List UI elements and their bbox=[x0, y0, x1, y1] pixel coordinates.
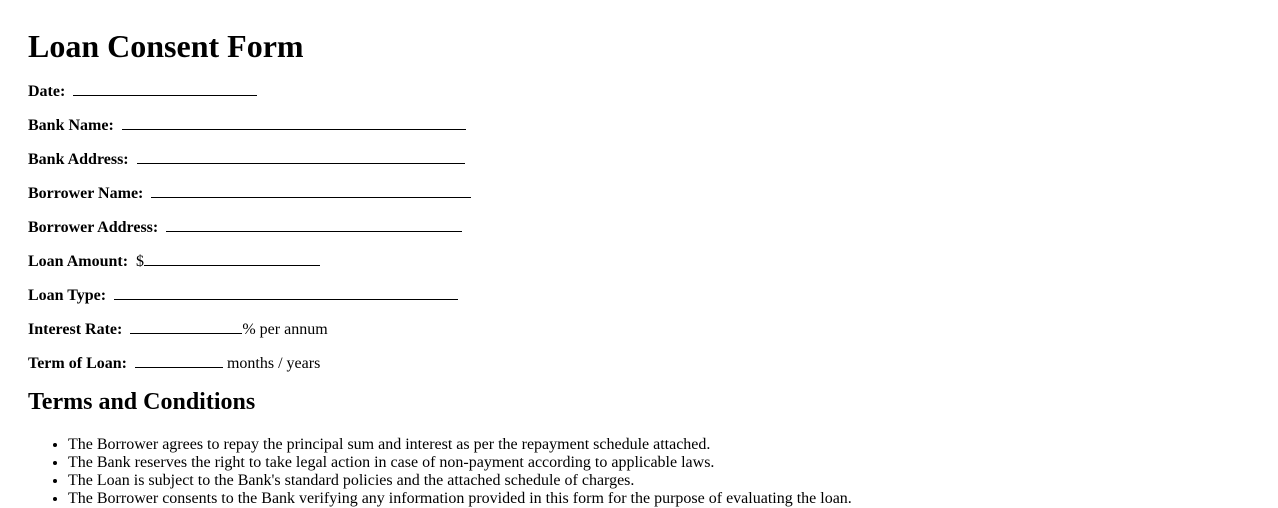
term-of-loan-blank[interactable] bbox=[135, 354, 223, 368]
borrower-address-label: Borrower Address: bbox=[28, 219, 159, 236]
bank-name-blank[interactable] bbox=[122, 116, 466, 130]
date-field bbox=[28, 82, 1278, 100]
page-title: Loan Consent Form bbox=[28, 28, 304, 64]
borrower-name-blank[interactable] bbox=[151, 184, 471, 198]
terms-list-item: • The Borrower consents to the Bank verifying any information provided in this form for the purpose of evaluating the loan. bbox=[68, 490, 1278, 508]
term-of-loan-unit: months / years bbox=[226, 355, 321, 372]
bank-address-field bbox=[28, 150, 1278, 168]
loan-amount-label: Loan Amount: bbox=[28, 253, 129, 270]
borrower-name-label: Borrower Name: bbox=[28, 185, 144, 202]
terms-list-item: • The Borrower agrees to repay the principal sum and interest as per the repayment schedule attached. bbox=[68, 436, 1278, 454]
term-of-loan-label: Term of Loan: bbox=[28, 355, 127, 372]
interest-rate-blank[interactable] bbox=[130, 320, 242, 334]
currency-symbol: $ bbox=[136, 253, 145, 270]
terms-list-item: • The Loan is subject to the Bank's standard policies and the attached schedule of charges. bbox=[68, 472, 1278, 490]
borrower-address-field bbox=[28, 218, 1278, 236]
borrower-name-field bbox=[28, 184, 1278, 202]
loan-amount-field bbox=[28, 252, 1278, 270]
form-fields bbox=[28, 82, 1278, 372]
interest-rate-label: Interest Rate: bbox=[28, 321, 123, 338]
loan-type-field bbox=[28, 286, 1278, 304]
term-of-loan-field bbox=[28, 354, 1278, 372]
borrower-address-blank[interactable] bbox=[166, 218, 462, 232]
bank-address-label: Bank Address: bbox=[28, 151, 129, 168]
terms-list bbox=[28, 436, 1278, 508]
bank-name-field bbox=[28, 116, 1278, 134]
loan-type-blank[interactable] bbox=[114, 286, 458, 300]
terms-list-item: • The Bank reserves the right to take legal action in case of non-payment according to applicable laws. bbox=[68, 454, 1278, 472]
loan-type-label: Loan Type: bbox=[28, 287, 107, 304]
interest-rate-field bbox=[28, 320, 1278, 338]
interest-rate-unit: % per annum bbox=[242, 321, 328, 338]
terms-heading: Terms and Conditions bbox=[28, 389, 256, 415]
date-blank[interactable] bbox=[73, 82, 257, 96]
loan-amount-blank[interactable] bbox=[144, 252, 320, 266]
bank-address-blank[interactable] bbox=[137, 150, 465, 164]
date-label: Date: bbox=[28, 83, 66, 100]
bank-name-label: Bank Name: bbox=[28, 117, 114, 134]
